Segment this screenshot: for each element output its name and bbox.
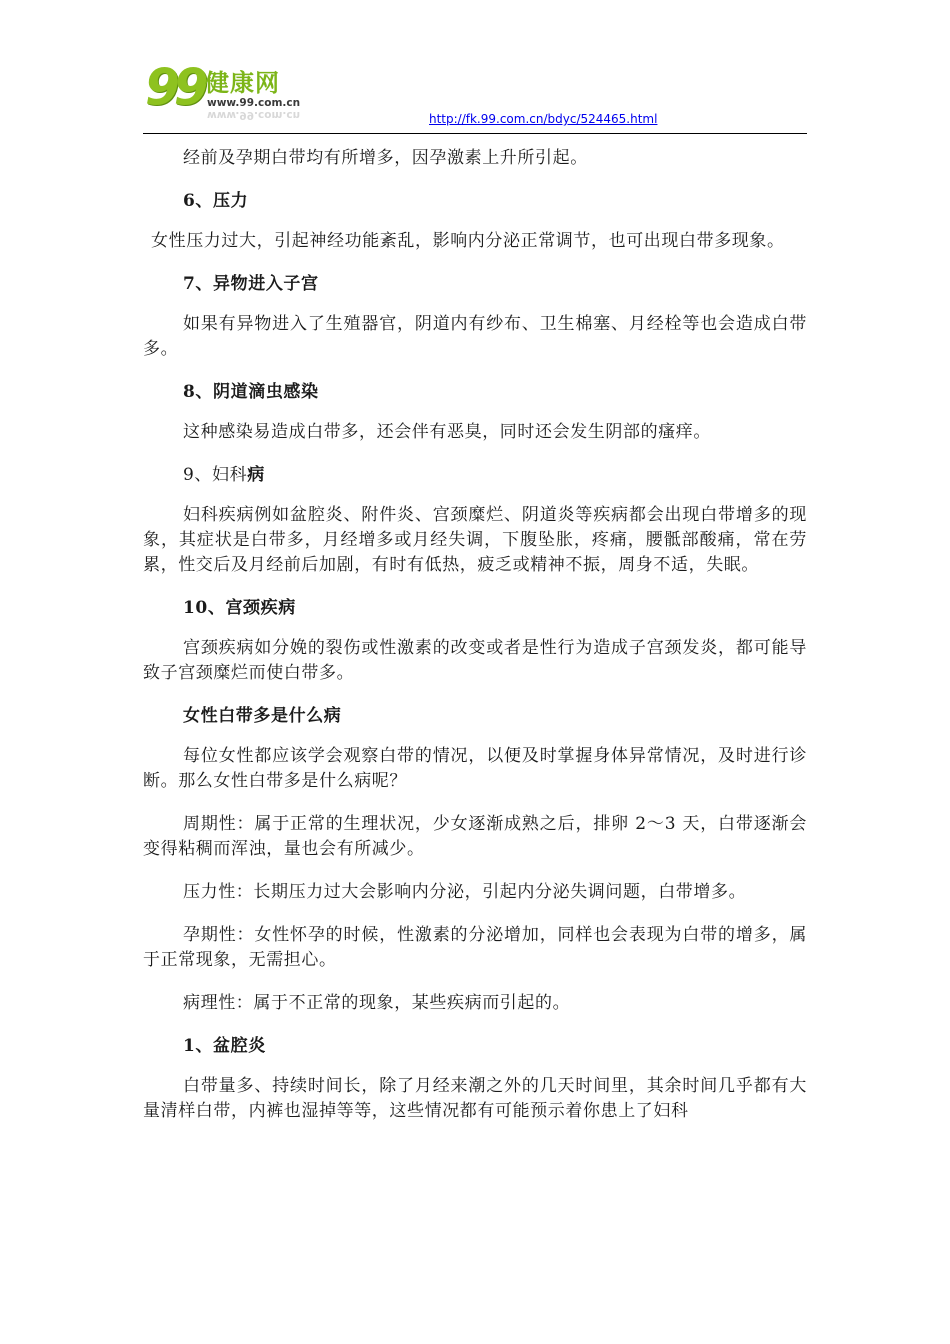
paragraph: 女性压力过大，引起神经功能紊乱，影响内分泌正常调节，也可出现白带多现象。 [151,231,785,251]
site-logo[interactable] [143,58,343,126]
section-heading: 女性白带多是什么病 [183,706,342,726]
section-heading: 6、压力 [183,191,249,211]
section-heading: 7、异物进入子宫 [183,274,319,294]
paragraph: 病理性：属于不正常的现象，某些疾病而引起的。 [183,993,571,1013]
logo-brand-name: 健康网 [205,69,280,97]
source-link[interactable]: http://fk.99.com.cn/bdyc/524465.html [429,112,658,126]
paragraph: 压力性：长期压力过大会影响内分泌，引起内分泌失调问题，白带增多。 [183,882,747,902]
section-heading [143,463,807,487]
paragraph: 宫颈疾病如分娩的裂伤或性激素的改变或者是性行为造成子宫颈发炎，都可能导致子宫颈糜烂而使白带多。 [143,638,807,683]
paragraph: 白带量多、持续时间长，除了月经来潮之外的几天时间里，其余时间几乎都有大量清样白带，内裤也湿掉等等，这些情况都有可能预示着你患上了妇科 [143,1076,807,1121]
paragraph: 妇科疾病例如盆腔炎、附件炎、宫颈糜烂、阴道炎等疾病都会出现白带增多的现象，其症状是白带多，月经增多或月经失调，下腹坠胀，疼痛，腰骶部酸痛，常在劳累，性交后及月经前后加剧，有时有低热，疲乏或精神不振，周身不适，失眠。 [143,505,807,575]
header-divider [143,133,807,134]
section-heading: 1、盆腔炎 [183,1036,266,1056]
logo-url: www.99.com.cn [207,97,301,109]
logo-numbers: 99 [145,58,203,116]
page-header [143,58,807,136]
heading-part-light: 9、妇科 [183,465,248,485]
article-body [143,146,807,1142]
section-heading: 8、阴道滴虫感染 [183,382,319,402]
heading-part-bold: 病 [247,465,265,485]
section-heading: 10、宫颈疾病 [183,598,296,618]
paragraph: 孕期性：女性怀孕的时候，性激素的分泌增加，同样也会表现为白带的增多，属于正常现象，无需担心。 [143,925,807,970]
logo-url-reflection: www.99.com.cn [207,109,301,121]
paragraph: 周期性：属于正常的生理状况，少女逐渐成熟之后，排卵 2～3 天，白带逐渐会变得粘稠而浑浊，量也会有所减少。 [143,814,807,859]
paragraph: 每位女性都应该学会观察白带的情况，以便及时掌握身体异常情况，及时进行诊断。那么女性白带多是什么病呢？ [143,746,807,791]
paragraph: 经前及孕期白带均有所增多，因孕激素上升所引起。 [183,148,588,168]
paragraph: 如果有异物进入了生殖器官，阴道内有纱布、卫生棉塞、月经栓等也会造成白带多。 [143,314,807,359]
paragraph: 这种感染易造成白带多，还会伴有恶臭，同时还会发生阴部的瘙痒。 [183,422,711,442]
